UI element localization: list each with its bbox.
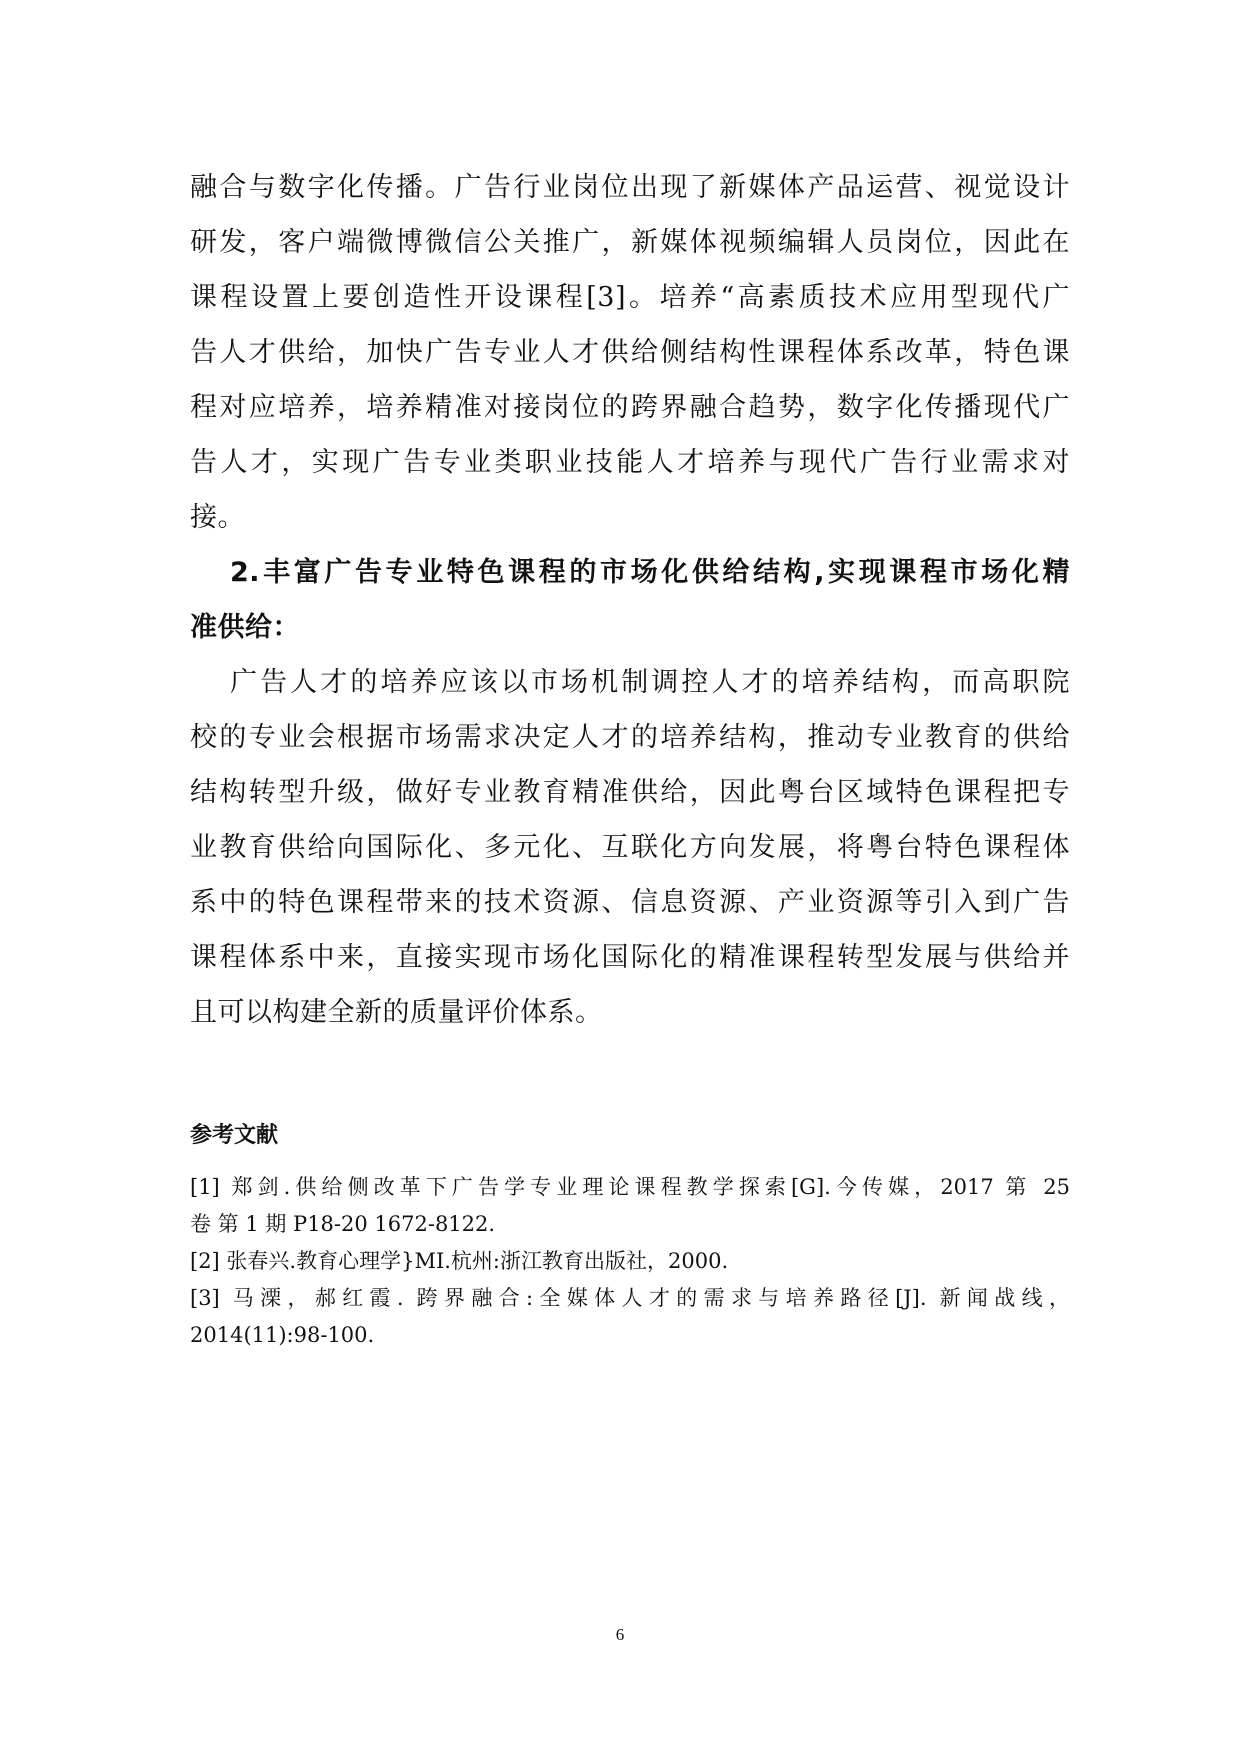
section-heading-line: 2.丰富广告专业特色课程的市场化供给结构,实现课程市场化精	[230, 557, 1070, 588]
page-number: 6	[615, 1625, 625, 1644]
paragraph-line: 程对应培养，培养精准对接岗位的跨界融合趋势，数字化传播现代广	[190, 392, 1070, 423]
section-heading-line: 准供给：	[190, 612, 300, 643]
paragraph-line: 且可以构建全新的质量评价体系。	[190, 997, 603, 1028]
paragraph-line: 课程体系中来，直接实现市场化国际化的精准课程转型发展与供给并	[190, 942, 1070, 973]
paragraph-line: 课程设置上要创造性开设课程[3]。培养“高素质技术应用型现代广	[190, 282, 1070, 313]
paragraph-line: 研发，客户端微博微信公关推广，新媒体视频编辑人员岗位，因此在	[190, 227, 1070, 258]
reference-line: [3] 马溧，郝红霞. 跨界融合:全媒体人才的需求与培养路径[J]. 新闻战线，	[190, 1286, 1070, 1310]
reference-line: 2014(11):98-100.	[190, 1323, 375, 1347]
paragraph-line: 接。	[190, 502, 245, 533]
paragraph-line: 系中的特色课程带来的技术资源、信息资源、产业资源等引入到广告	[190, 887, 1070, 918]
paragraph-line: 融合与数字化传播。广告行业岗位出现了新媒体产品运营、视觉设计	[190, 172, 1070, 203]
paragraph-line: 告人才，实现广告专业类职业技能人才培养与现代广告行业需求对	[190, 447, 1070, 478]
paragraph-line: 结构转型升级，做好专业教育精准供给，因此粤台区域特色课程把专	[190, 777, 1070, 808]
body-text	[190, 160, 1070, 1040]
paragraph-line: 业教育供给向国际化、多元化、互联化方向发展，将粤台特色课程体	[190, 832, 1070, 863]
references-section	[190, 1121, 1070, 1354]
reference-line: [1] 郑剑.供给侧改革下广告学专业理论课程教学探索[G].今传媒，2017 第 25	[190, 1175, 1070, 1199]
reference-line: [2] 张春兴.教育心理学}MI.杭州:浙江教育出版社，2000.	[190, 1249, 729, 1273]
paragraph-line: 校的专业会根据市场需求决定人才的培养结构，推动专业教育的供给	[190, 722, 1070, 753]
reference-line: 卷 第 1 期 P18-20 1672-8122.	[190, 1212, 496, 1236]
references-title: 参考文献	[190, 1123, 279, 1148]
paragraph-line: 广告人才的培养应该以市场机制调控人才的培养结构，而高职院	[230, 667, 1070, 698]
paragraph-line: 告人才供给，加快广告专业人才供给侧结构性课程体系改革，特色课	[190, 337, 1070, 368]
